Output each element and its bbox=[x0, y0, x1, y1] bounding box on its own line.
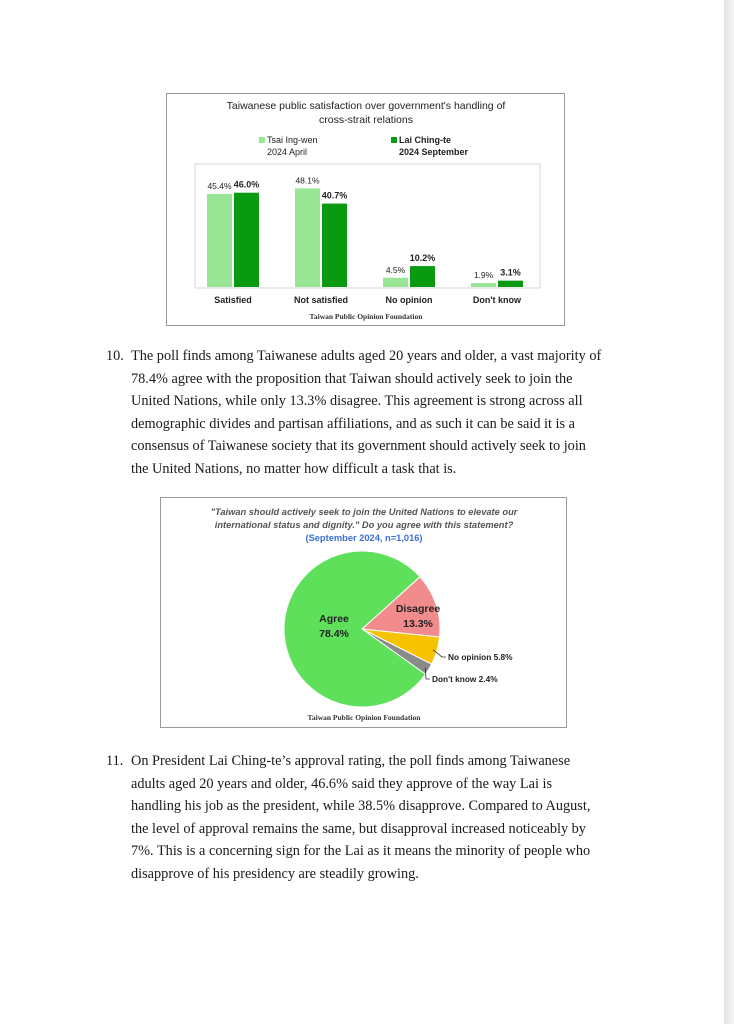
bar-value-label: 45.4% bbox=[207, 180, 232, 191]
bar-value-label: 10.2% bbox=[409, 253, 436, 264]
paragraph-10-line: United Nations, while only 13.3% disagree. This agreement is strong across all bbox=[131, 393, 583, 409]
bar-value-label: 1.9% bbox=[473, 270, 494, 281]
pie-chart bbox=[161, 498, 568, 729]
bar bbox=[234, 193, 259, 287]
paragraph-10-line: The poll finds among Taiwanese adults aged 20 years and older, a vast majority of bbox=[131, 348, 602, 364]
legend-swatch-tsai bbox=[259, 137, 265, 143]
paragraph-11-line: 7%. This is a concerning sign for the Lai as it means the minority of people who bbox=[131, 843, 591, 859]
bar-chart-title-line1: Taiwanese public satisfaction over government's handling of bbox=[226, 100, 506, 112]
pie-label-agree-value: 78.4% bbox=[319, 628, 349, 640]
pie-label-outer: Don't know 2.4% bbox=[432, 674, 498, 684]
bar bbox=[207, 194, 232, 287]
bar-value-label: 48.1% bbox=[295, 175, 320, 186]
bar-chart bbox=[167, 94, 566, 327]
page-edge-shadow bbox=[724, 0, 734, 1024]
paragraph-11-line: handling his job as the president, while 38.5% disapprove. Compared to August, bbox=[131, 798, 591, 814]
bar-chart-source: Taiwan Public Opinion Foundation bbox=[309, 312, 423, 321]
category-label: Satisfied bbox=[214, 295, 252, 305]
bar-value-label: 4.5% bbox=[385, 264, 406, 275]
paragraph-10-line: 78.4% agree with the proposition that Taiwan should actively seek to join the bbox=[131, 370, 573, 387]
paragraph-11-line: the level of approval remains the same, but disapproval increased noticeably by bbox=[131, 820, 586, 837]
pie-label-disagree-value: 13.3% bbox=[403, 618, 433, 630]
pie-chart-title-line1: "Taiwan should actively seek to join the United Nations to elevate our bbox=[210, 507, 518, 517]
paragraph-10-line: the United Nations, no matter how difficult a task that is. bbox=[131, 460, 457, 477]
pie-chart-title-line2: international status and dignity." Do you agree with this statement? bbox=[214, 520, 514, 530]
bar bbox=[383, 278, 408, 287]
bar bbox=[410, 266, 435, 287]
bar bbox=[498, 281, 523, 287]
bar bbox=[322, 204, 347, 287]
paragraph-11-line: On President Lai Ching-te’s approval rating, the poll finds among Taiwanese bbox=[131, 753, 571, 769]
category-label: No opinion bbox=[385, 295, 433, 305]
paragraph-11-line: adults aged 20 years and older, 46.6% said they approve of the way Lai is bbox=[131, 775, 553, 792]
bar bbox=[295, 188, 320, 287]
legend-label-tsai-date: 2024 April bbox=[267, 147, 308, 157]
pie-label-outer: No opinion 5.8% bbox=[448, 652, 513, 662]
category-label: Don't know bbox=[472, 295, 522, 305]
legend-label-tsai-name: Tsai Ing-wen bbox=[267, 135, 318, 145]
legend-label-lai-date: 2024 September bbox=[399, 147, 469, 157]
paragraph-10-number: 10. bbox=[106, 348, 124, 364]
paragraph-11-number: 11. bbox=[106, 753, 124, 769]
pie-chart-figure bbox=[160, 497, 567, 728]
category-label: Not satisfied bbox=[293, 295, 349, 305]
pie-chart-source: Taiwan Public Opinion Foundation bbox=[307, 713, 421, 722]
category-labels bbox=[214, 295, 522, 305]
bar-chart-figure bbox=[166, 93, 565, 326]
bar-value-label: 46.0% bbox=[233, 179, 260, 190]
pie-label-agree-name: Agree bbox=[319, 613, 349, 625]
bar-value-label: 40.7% bbox=[321, 190, 348, 201]
legend-label-lai-name: Lai Ching-te bbox=[399, 135, 451, 145]
paragraph-10 bbox=[106, 345, 626, 480]
pie-chart-subtitle: (September 2024, n=1,016) bbox=[305, 533, 423, 543]
legend bbox=[259, 135, 469, 157]
paragraph-11-line: disapprove of his presidency are steadily growing. bbox=[131, 865, 419, 882]
bar bbox=[471, 283, 496, 287]
paragraph-11 bbox=[106, 750, 626, 885]
legend-swatch-lai bbox=[391, 137, 397, 143]
paragraph-10-line: consensus of Taiwanese society that its government should actively seek to join bbox=[131, 438, 586, 454]
paragraph-10-line: demographic divides and partisan affiliations, and as such it can be said it is a bbox=[131, 415, 576, 432]
bar-value-label: 3.1% bbox=[500, 267, 521, 278]
pie-label-disagree-name: Disagree bbox=[395, 603, 441, 615]
bar-chart-title-line2: cross-strait relations bbox=[319, 114, 413, 126]
